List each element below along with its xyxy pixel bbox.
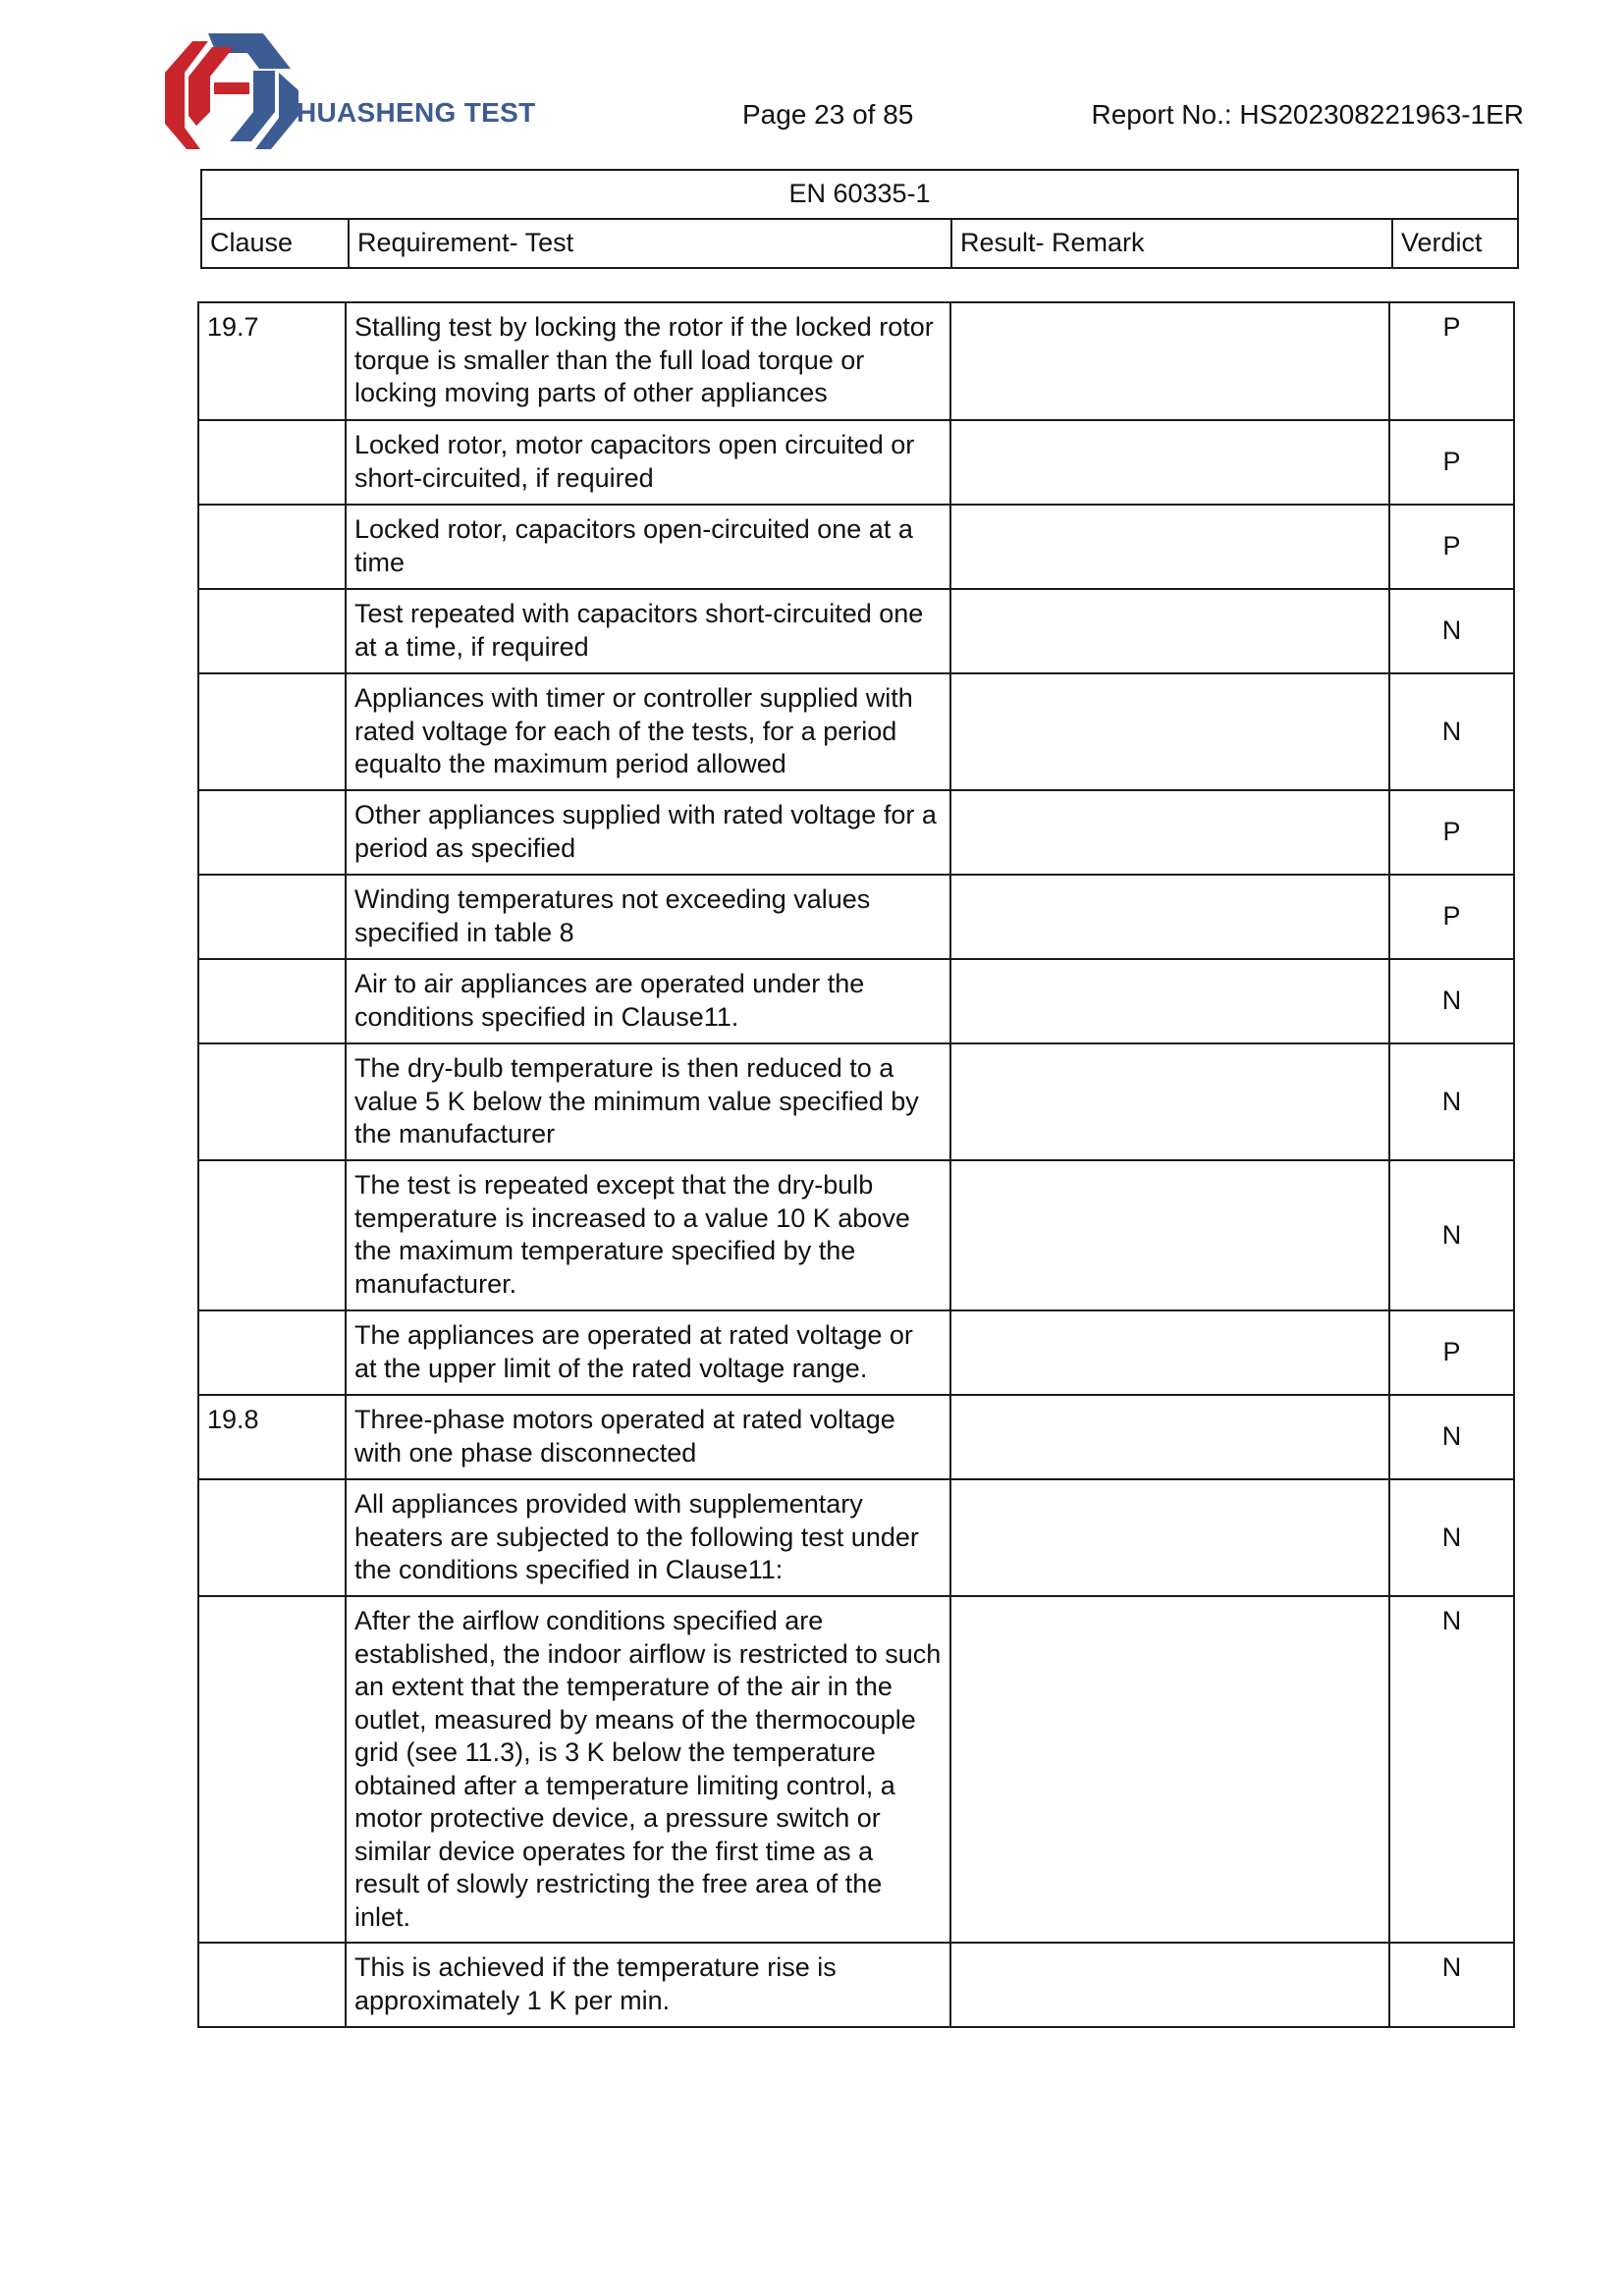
- requirement-cell: Locked rotor, capacitors open-circuited one at a time: [346, 505, 950, 589]
- result-cell: [950, 1310, 1389, 1395]
- clause-cell: [198, 1596, 346, 1943]
- result-cell: [950, 959, 1389, 1043]
- page-number: Page 23 of 85: [742, 99, 914, 130]
- clause-cell: [198, 505, 346, 589]
- result-cell: [950, 1395, 1389, 1479]
- requirement-cell: Locked rotor, motor capacitors open circuited or short-circuited, if required: [346, 420, 950, 505]
- requirement-cell: The test is repeated except that the dry-bulb temperature is increased to a value 10 K above the maximum temperature specified by the manufacturer.: [346, 1160, 950, 1310]
- report-number: Report No.: HS202308221963-1ER: [1091, 99, 1524, 130]
- clause-cell: [198, 875, 346, 959]
- verdict-cell: N: [1389, 673, 1514, 790]
- brand-name: HUASHENG TEST: [297, 97, 536, 128]
- table-row: [198, 589, 1514, 673]
- column-header-clause: Clause: [201, 219, 349, 268]
- table-row: [198, 790, 1514, 875]
- clause-cell: [198, 1310, 346, 1395]
- verdict-cell: N: [1389, 1160, 1514, 1310]
- clause-cell: [198, 1479, 346, 1596]
- result-cell: [950, 790, 1389, 875]
- requirement-cell: The dry-bulb temperature is then reduced to a value 5 K below the minimum value specified by the manufacturer: [346, 1043, 950, 1160]
- requirement-cell: All appliances provided with supplementary heaters are subjected to the following test under the conditions specified in Clause11:: [346, 1479, 950, 1596]
- verdict-cell: P: [1389, 420, 1514, 505]
- clause-cell: 19.7: [198, 302, 346, 420]
- result-cell: [950, 505, 1389, 589]
- verdict-cell: P: [1389, 302, 1514, 420]
- clause-cell: [198, 1043, 346, 1160]
- verdict-cell: P: [1389, 1310, 1514, 1395]
- standard-title: EN 60335-1: [201, 170, 1518, 219]
- verdict-cell: N: [1389, 1596, 1514, 1943]
- result-cell: [950, 1160, 1389, 1310]
- table-row: [198, 505, 1514, 589]
- verdict-cell: N: [1389, 1043, 1514, 1160]
- table-row: [198, 875, 1514, 959]
- requirement-cell: Winding temperatures not exceeding values specified in table 8: [346, 875, 950, 959]
- huasheng-logo-icon: [165, 33, 298, 149]
- clause-cell: [198, 959, 346, 1043]
- requirement-cell: Other appliances supplied with rated voltage for a period as specified: [346, 790, 950, 875]
- requirement-cell: Appliances with timer or controller supplied with rated voltage for each of the tests, for a period equalto the maximum period allowed: [346, 673, 950, 790]
- verdict-cell: N: [1389, 959, 1514, 1043]
- verdict-cell: P: [1389, 790, 1514, 875]
- table-row: [198, 1479, 1514, 1596]
- requirement-cell: The appliances are operated at rated voltage or at the upper limit of the rated voltage range.: [346, 1310, 950, 1395]
- standard-header-table: [200, 169, 1519, 269]
- verdict-cell: P: [1389, 505, 1514, 589]
- result-cell: [950, 1596, 1389, 1943]
- requirement-cell: Air to air appliances are operated under the conditions specified in Clause11.: [346, 959, 950, 1043]
- result-cell: [950, 1043, 1389, 1160]
- clause-table: [197, 301, 1515, 2028]
- verdict-cell: P: [1389, 875, 1514, 959]
- table-row: [198, 302, 1514, 420]
- clause-cell: [198, 1943, 346, 2027]
- column-header-verdict: Verdict: [1392, 219, 1518, 268]
- requirement-cell: Stalling test by locking the rotor if the locked rotor torque is smaller than the full load torque or locking moving parts of other appliances: [346, 302, 950, 420]
- verdict-cell: N: [1389, 1943, 1514, 2027]
- requirement-cell: Three-phase motors operated at rated voltage with one phase disconnected: [346, 1395, 950, 1479]
- table-row: [198, 1043, 1514, 1160]
- clause-cell: [198, 673, 346, 790]
- table-row: [198, 1943, 1514, 2027]
- clause-cell: [198, 420, 346, 505]
- table-row: [198, 1160, 1514, 1310]
- verdict-cell: N: [1389, 1395, 1514, 1479]
- verdict-cell: N: [1389, 589, 1514, 673]
- table-row: [198, 673, 1514, 790]
- result-cell: [950, 1479, 1389, 1596]
- requirement-cell: This is achieved if the temperature rise is approximately 1 K per min.: [346, 1943, 950, 2027]
- clause-cell: [198, 790, 346, 875]
- result-cell: [950, 420, 1389, 505]
- result-cell: [950, 589, 1389, 673]
- table-row: [198, 1596, 1514, 1943]
- clause-cell: [198, 589, 346, 673]
- column-header-result: Result- Remark: [951, 219, 1392, 268]
- result-cell: [950, 302, 1389, 420]
- clause-cell: 19.8: [198, 1395, 346, 1479]
- result-cell: [950, 1943, 1389, 2027]
- verdict-cell: N: [1389, 1479, 1514, 1596]
- clause-cell: [198, 1160, 346, 1310]
- result-cell: [950, 673, 1389, 790]
- requirement-cell: After the airflow conditions specified are established, the indoor airflow is restricted to such an extent that the temperature of the air in the outlet, measured by means of the thermocouple grid (see 11.3), is 3 K below the temperature obtained after a temperature limiting control, a motor protective device, a pressure switch or similar device operates for the first time as a result of slowly restricting the free area of the inlet.: [346, 1596, 950, 1943]
- result-cell: [950, 875, 1389, 959]
- table-row: [198, 420, 1514, 505]
- table-row: [198, 959, 1514, 1043]
- table-row: [198, 1310, 1514, 1395]
- requirement-cell: Test repeated with capacitors short-circuited one at a time, if required: [346, 589, 950, 673]
- column-header-requirement: Requirement- Test: [349, 219, 951, 268]
- table-row: [198, 1395, 1514, 1479]
- page-header: [0, 0, 1624, 157]
